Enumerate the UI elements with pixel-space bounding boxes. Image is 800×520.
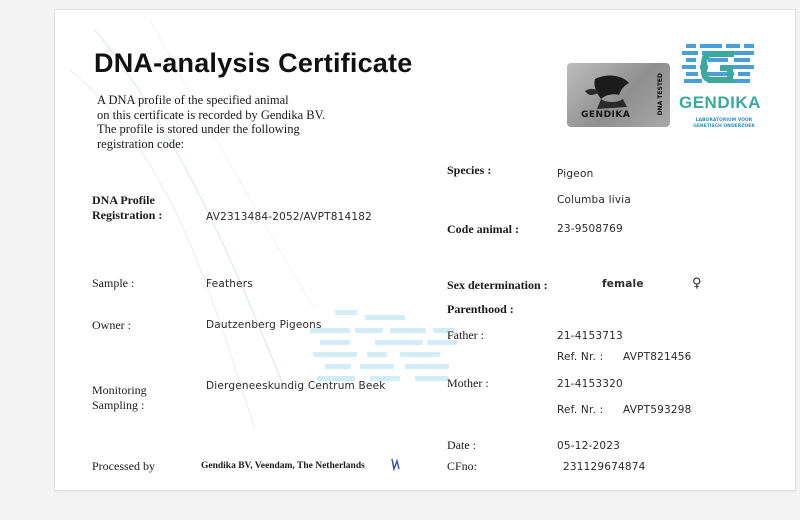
father-value: 21-4153713 — [557, 330, 623, 342]
badge-side-text: DNA TESTED — [657, 73, 664, 116]
certificate-card — [55, 10, 795, 490]
certificate-title: DNA-analysis Certificate — [94, 48, 413, 78]
cfno-label: CFno: — [447, 459, 478, 473]
owner-label: Owner : — [92, 318, 131, 332]
cfno-value: 231129674874 — [563, 461, 646, 473]
monitoring-label-2: Sampling : — [92, 398, 145, 412]
sample-label: Sample : — [92, 276, 135, 290]
mother-value: 21-4153320 — [557, 378, 623, 390]
gendika-logo-subtitle — [684, 118, 764, 129]
registration-value: AV2313484-2052/AVPT814182 — [206, 211, 373, 223]
father-label: Father : — [447, 328, 484, 342]
intro-line: A DNA profile of the specified animal — [97, 93, 289, 107]
processed-label: Processed by — [92, 459, 155, 473]
signature-mark — [389, 457, 403, 471]
mother-label: Mother : — [447, 376, 489, 390]
code-animal-value: 23-9508769 — [557, 223, 623, 235]
processed-value: Gendika BV, Veendam, The Netherlands — [201, 461, 365, 471]
gendika-logo-icon — [682, 42, 758, 90]
intro-line: The profile is stored under the following — [97, 122, 300, 136]
date-value: 05-12-2023 — [557, 440, 621, 452]
monitoring-label-1: Monitoring — [92, 383, 147, 397]
registration-label-2: Registration : — [92, 208, 163, 222]
logo-subtitle-line: LABORATORIUM VOOR — [695, 118, 753, 123]
intro-text — [97, 93, 325, 151]
date-label: Date : — [447, 438, 476, 452]
logo-subtitle-line: GENETISCH ONDERZOEK — [693, 123, 755, 129]
father-ref-value: AVPT821456 — [623, 351, 692, 363]
code-animal-label: Code animal : — [447, 222, 519, 236]
dna-tested-badge — [567, 63, 670, 127]
mother-ref-label: Ref. Nr. : — [557, 404, 604, 416]
species-label: Species : — [447, 163, 492, 177]
intro-line: registration code: — [97, 136, 185, 151]
monitoring-value: Diergeneeskundig Centrum Beek — [206, 380, 386, 392]
female-symbol-icon: ♀ — [692, 276, 702, 291]
intro-line: on this certificate is recorded by Gendika BV. — [97, 107, 326, 122]
badge-text: GENDIKA — [581, 110, 631, 120]
sample-value: Feathers — [206, 278, 253, 290]
owner-value: Dautzenberg Pigeons — [206, 319, 322, 331]
mother-ref-value: AVPT593298 — [623, 404, 692, 416]
parenthood-label: Parenthood : — [447, 302, 514, 316]
registration-label-1: DNA Profile — [92, 193, 155, 207]
species-latin: Columba livia — [557, 194, 631, 206]
sex-determination-label: Sex determination : — [447, 278, 548, 292]
father-ref-label: Ref. Nr. : — [557, 351, 604, 363]
gendika-logo-text: GENDIKA — [679, 93, 761, 112]
species-value: Pigeon — [557, 168, 594, 180]
sex-value: female — [602, 278, 644, 290]
